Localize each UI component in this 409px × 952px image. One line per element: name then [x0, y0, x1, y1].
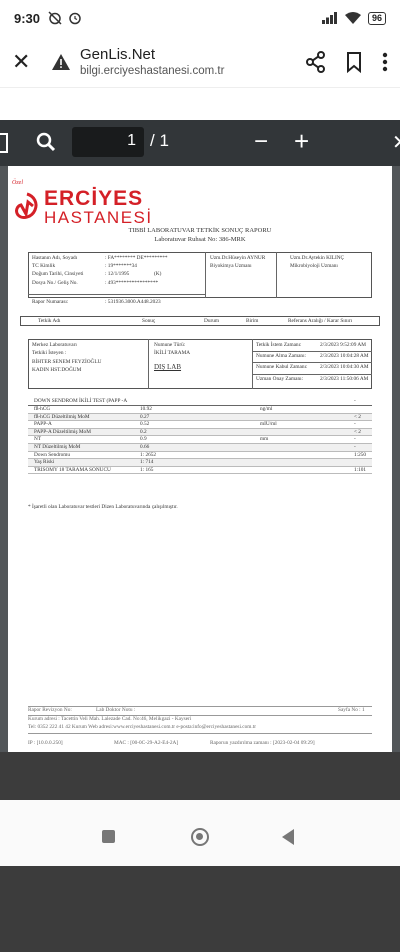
footer-contact: Tel: 0352 222 41 42 Kurum Web adresi:www.erciyeshastanesi.com.tr e-posta:info@erciyeshastanesi.com.tr — [28, 724, 256, 730]
pdf-viewer[interactable] — [0, 166, 400, 800]
page-number-label: Sayfa No : 1 — [338, 707, 365, 713]
pdf-page: Özel ERCİYES HASTANESİ TIBBİ LABORATUVAR TETKİK SONUÇ RAPORU Laboratuvar Ruhsat No: 386-MRK Hastanın Adı, Soyadı : FA******** DE********* TC Kimlik : 19*******34 Doğum Tarihi, Cinsiyeti : 12/1/1995 (K) Dosya No./ Geliş No. : 493**************** Uzm.Dr.Hüseyin AYNUR Biyokimya Uzmanı Uzm.Dr.Aytekin KILINÇ Mikrobiyoloji Uzmanı Rapor Numarası: : 531936.3000.A448.2023 Tetkik Adı Sonuç Durum Birim Referans Aralığı / Karar Sınırı Merkez Laboratuvarı Tetkiki İsteyen : BİHTER SENEM FEYZİOĞLU KADIN HST.DOĞUM Numune Türü: İKİLİ TARAMA DIŞ LAB Tetkik İstem Zamanı: 2/3/2023 9:52:09 AM Numune Alma Zamanı: 2/3/2023 10:04:28 AM Numune Kabul Zamanı: 2/3/2023 10:04:30 AM Uzman Onay Zamanı: 2/3/2023 11:50:06 AM DOWN SENDROM İKİLİ TEST (PAPP -A - * İşaretli olan Laboratuvar testleri Dizen Laboratuvarında çalışılmıştır. Rapor Revizyon No: Lab Doktor Notu : Sayfa No : 1 Kurum adresi : Tacettin Veli Mah. Lalezade Cad. No:46, Melikgazi - Kayseri Tel: 0352 222 41 42 Kurum Web adresi:www.erciyeshastanesi.com.tr e-posta:info@erciyeshastanesi.com.tr IP : [10.0.0.250] MAC : [00-0C-29-A2-E4-2A] Raporun yazdırılma zamanı : [2023-02-04 09:29] fß-hCG 10.92 ng/ml fß-hCG Düzeltilmiş MoM 0.27 < 2 PAPP-A 0.52 mIU/ml - PAPP-A Düzeltilmiş MoM 0.2 < 2 NT 0.9 mm - NT Düzeltilmiş MoM 0.66 - Down Sendromu 1: 2652 1:250 Yaş Riski 1: 714 TRISOMY 18 TARAMA SONUCU 1: 165 1:101 — [8, 166, 392, 752]
footer-address: Kurum adresi : Tacettin Veli Mah. Lalezade Cad. No:46, Melikgazi - Kayseri — [28, 716, 192, 722]
doctor-2-name: Uzm.Dr.Aytekin KILINÇ — [290, 255, 345, 261]
share-icon[interactable] — [306, 51, 326, 73]
back-button[interactable] — [282, 829, 294, 845]
table-row — [28, 467, 372, 475]
report-number-label: Rapor Numarası: — [32, 299, 69, 305]
result-unit: ng/ml — [260, 406, 273, 412]
zoom-out-icon[interactable]: − — [254, 128, 269, 155]
table-row — [28, 429, 372, 437]
result-ref: < 2 — [354, 428, 361, 435]
close-icon[interactable]: ✕ — [392, 132, 409, 154]
table-row — [28, 406, 372, 414]
result-ref: - — [354, 421, 356, 428]
page-title-block[interactable] — [80, 46, 306, 77]
table-row — [28, 452, 372, 460]
page-url: bilgi.erciyeshastanesi.com.tr — [80, 65, 225, 77]
lab-note: * İşaretli olan Laboratuvar testleri Dizen Laboratuvarında çalışılmıştır. — [28, 504, 178, 510]
result-value: 1: 165 — [140, 466, 154, 473]
logo-line2: HASTANESİ — [44, 208, 153, 227]
result-value: 1: 714 — [140, 459, 154, 466]
result-name: TRISOMY 18 TARAMA SONUCU — [34, 466, 111, 473]
result-value: 10.92 — [140, 406, 152, 412]
status-bar — [0, 0, 400, 36]
system-navigation-bar — [0, 800, 400, 866]
result-ref: < 2 — [354, 413, 361, 420]
result-value: 0.27 — [140, 413, 150, 420]
result-ref: - — [354, 436, 356, 443]
search-icon[interactable] — [36, 132, 56, 152]
zoom-in-icon[interactable]: + — [294, 126, 310, 156]
page-title: GenLis.Net — [80, 46, 156, 63]
bookmark-icon[interactable] — [346, 52, 362, 72]
page-count: / 1 — [150, 131, 169, 150]
result-unit: mIU/ml — [260, 421, 277, 428]
page-number-input[interactable]: 1 — [72, 127, 144, 157]
home-button[interactable] — [191, 828, 209, 846]
close-icon[interactable]: ✕ — [12, 48, 31, 74]
result-value: 1: 2652 — [140, 451, 157, 458]
table-row — [28, 436, 372, 444]
alarm-off-icon — [48, 11, 62, 25]
result-name: Yaş Riski — [34, 459, 55, 466]
alarm-icon — [68, 11, 82, 25]
hospital-logo-icon — [14, 192, 40, 222]
result-ref: - — [354, 444, 356, 450]
result-name: fß-hCG — [34, 406, 51, 412]
table-row — [28, 444, 372, 452]
status-time: 9:30 — [14, 10, 41, 26]
wifi-icon — [345, 12, 361, 24]
requester-name: BİHTER SENEM FEYZİOĞLU — [32, 359, 102, 365]
result-value: 0.2 — [140, 428, 147, 435]
result-ref: 1:101 — [354, 466, 367, 473]
custom-tab-toolbar — [0, 36, 400, 88]
hospital-logo: Özel ERCİYES HASTANESİ — [12, 180, 153, 227]
result-value: 0.66 — [140, 444, 150, 450]
doctor-1-name: Uzm.Dr.Hüseyin AYNUR — [210, 255, 266, 261]
warning-icon[interactable] — [52, 54, 72, 70]
result-value: 0.52 — [140, 421, 150, 428]
table-row — [28, 421, 372, 429]
sidebar-toggle-icon[interactable] — [0, 133, 8, 153]
result-value: 0.9 — [140, 436, 147, 443]
result-name: NT — [34, 436, 42, 443]
logo-line1: ERCİYES — [44, 187, 144, 210]
battery-level: 96 — [368, 12, 386, 25]
recent-apps-button[interactable] — [102, 830, 115, 843]
external-lab-label: DIŞ LAB — [154, 363, 182, 371]
report-title: TIBBİ LABORATUVAR TETKİK SONUÇ RAPORU Laboratuvar Ruhsat No: 386-MRK — [128, 227, 272, 243]
result-name: NT Düzeltilmiş MoM — [34, 444, 81, 450]
pdf-toolbar — [0, 120, 409, 166]
result-name: PAPP-A Düzeltilmiş MoM — [34, 428, 91, 435]
table-row — [28, 414, 372, 422]
result-unit: mm — [260, 436, 269, 443]
result-name: fß-hCG Düzeltilmiş MoM — [34, 413, 90, 420]
more-options-icon[interactable] — [382, 52, 388, 72]
table-row — [28, 459, 372, 467]
result-name: PAPP-A — [34, 421, 52, 428]
result-ref: 1:250 — [354, 451, 367, 458]
report-number: : 531936.3000.A448.2023 — [105, 299, 161, 305]
results-section-title: DOWN SENDROM İKİLİ TEST (PAPP -A - — [28, 398, 372, 406]
result-name: Down Sendromu — [34, 451, 71, 458]
signal-icon — [322, 12, 338, 24]
